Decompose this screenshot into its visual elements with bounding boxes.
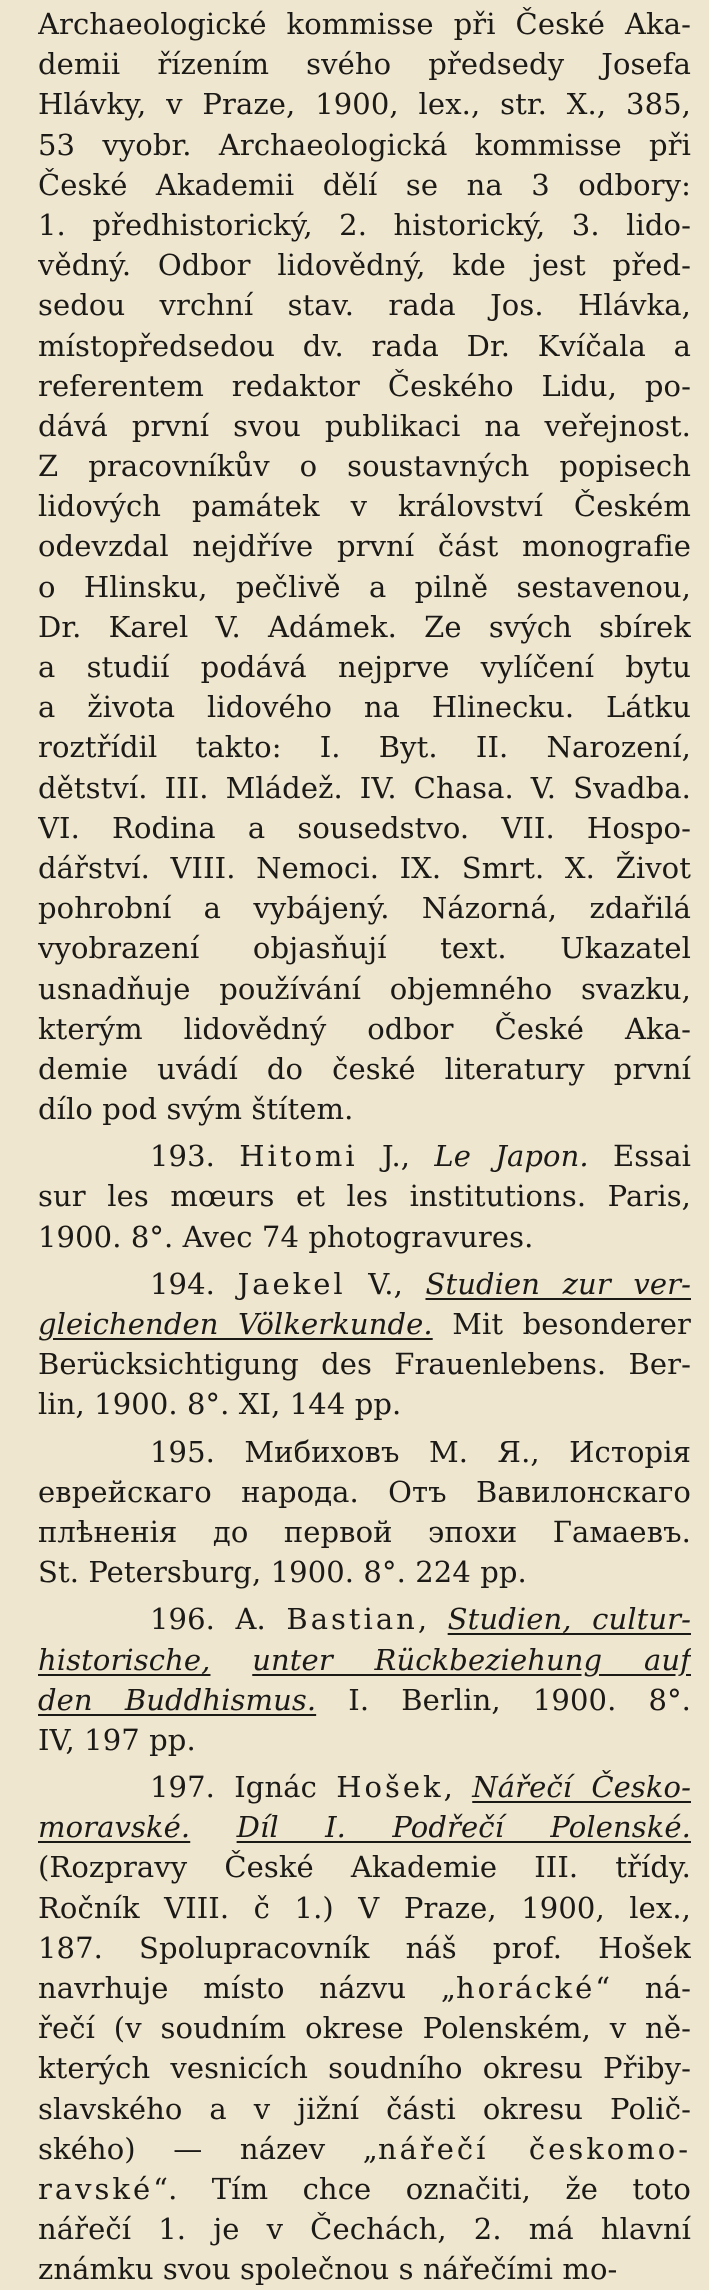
paragraph-gap — [38, 1425, 691, 1432]
text-line: roztřídil takto: I. Byt. II. Narození, — [38, 730, 691, 765]
text-line: lidových památek v království Českém — [38, 489, 691, 524]
text-line: dílo pod svým štítem. — [38, 1092, 354, 1127]
text-line: řečí (v soudním okrese Polenském, v ně- — [38, 2011, 691, 2046]
text-line: a studií podává nejprve vylíčení bytu — [38, 650, 691, 684]
paragraph-gap — [38, 1592, 691, 1599]
text-line: IV, 197 pp. — [38, 1722, 196, 1757]
text-line: a života lidového na Hlinecku. Látku — [38, 690, 691, 725]
text-line: slavského a v jižní části okresu Polič- — [38, 2091, 691, 2126]
text-line: nářečí 1. je v Čechách, 2. má hlavní — [38, 2212, 691, 2247]
text-line: odevzdal nejdříve první část monografie — [38, 529, 691, 564]
text-line: místopředsedou dv. rada Dr. Kvíčala a — [38, 328, 691, 363]
text-line: Z pracovníkův o soustavných popisech — [38, 449, 691, 484]
text-line: gleichenden Völkerkunde. Mit besonderer — [38, 1307, 691, 1341]
text-line: 193. Hitomi J., Le Japon. Essai — [150, 1139, 691, 1174]
text-line: 1. předhistorický, 2. historický, 3. lido- — [38, 207, 691, 242]
paragraph-gap — [38, 1760, 691, 1767]
text-line: еврейскаго народа. Отъ Вавилонскаго — [38, 1474, 691, 1509]
text-line: usnadňuje používání objemného svazku, — [38, 971, 691, 1006]
text-line: pohrobní a vybájený. Názorná, zdařilá — [38, 891, 691, 926]
text-line: známku svou společnou s nářečími mo- — [38, 2252, 618, 2287]
text-line: historische, unter Rückbeziehung auf — [38, 1642, 691, 1677]
text-line: dářství. VIII. Nemoci. IX. Smrt. X. Život — [38, 850, 691, 885]
text-line: o Hlinsku, pečlivě a pilně sestavenou, — [38, 569, 691, 604]
text-line: 194. Jaekel V., Studien zur ver- — [150, 1266, 691, 1301]
text-line: Berücksichtigung des Frauenlebens. Ber- — [38, 1347, 691, 1382]
text-line: Archaeologické kommisse při České Aka- — [38, 7, 691, 41]
text-line: Dr. Karel V. Adámek. Ze svých sbírek — [38, 609, 691, 644]
text-line: Hlávky, v Praze, 1900, lex., str. X., 385, — [38, 87, 691, 122]
paragraph-gap — [38, 1129, 691, 1136]
text-line: ravské“. Tím chce označiti, že toto — [38, 2171, 691, 2206]
text-line: ského) — název „nářečí českomo- — [38, 2131, 691, 2166]
text-line: navrhuje místo názvu „horácké“ ná- — [38, 1971, 691, 2005]
text-line: den Buddhismus. I. Berlin, 1900. 8°. — [38, 1682, 691, 1717]
text-line: VI. Rodina a sousedstvo. VII. Hospo- — [38, 810, 691, 845]
text-line: Ročník VIII. č 1.) V Praze, 1900, lex., — [38, 1890, 691, 1925]
text-line: vědný. Odbor lidovědný, kde jest před- — [38, 248, 691, 283]
text-line: плѣненія до первой эпохи Гамаевъ. — [38, 1514, 691, 1549]
paragraph-gap — [38, 1257, 691, 1264]
text-line: kterých vesnicích soudního okresu Přiby- — [38, 2051, 691, 2086]
text-line: 53 vyobr. Archaeologická kommisse při — [38, 127, 691, 162]
text-line: sedou vrchní stav. rada Jos. Hlávka, — [38, 288, 691, 323]
text-line: sur les mœurs et les institutions. Paris, — [38, 1179, 691, 1214]
text-line: (Rozpravy České Akademie III. třídy. — [38, 1850, 691, 1885]
text-line: kterým lidovědný odbor České Aka- — [38, 1011, 691, 1046]
text-line: demie uvádí do české literatury první — [38, 1051, 691, 1086]
text-line: St. Petersburg, 1900. 8°. 224 pp. — [38, 1555, 527, 1590]
text-line: 197. Ignác Hošek, Nářečí Česko- — [150, 1770, 691, 1805]
text-line: České Akademii dělí se na 3 odbory: — [38, 167, 691, 202]
text-line: 1900. 8°. Avec 74 photogravures. — [38, 1219, 534, 1254]
text-line: dětství. III. Mládež. IV. Chasa. V. Svadba. — [38, 770, 691, 805]
text-line: vyobrazení objasňují text. Ukazatel — [38, 931, 691, 966]
text-line: lin, 1900. 8°. XI, 144 pp. — [38, 1387, 402, 1422]
text-line: moravské. Díl I. Podřečí Polenské. — [38, 1810, 691, 1845]
text-line: 196. A. Bastian, Studien, cultur- — [150, 1602, 691, 1637]
text-line: demii řízením svého předsedy Josefa — [38, 47, 691, 82]
text-line: referentem redaktor Českého Lidu, po- — [38, 368, 691, 403]
text-line: 187. Spolupracovník náš prof. Hošek — [38, 1930, 691, 1965]
text-line: dává první svou publikaci na veřejnost. — [38, 408, 691, 443]
text-line: 195. Мибиховъ М. Я., Исторія — [150, 1434, 691, 1469]
